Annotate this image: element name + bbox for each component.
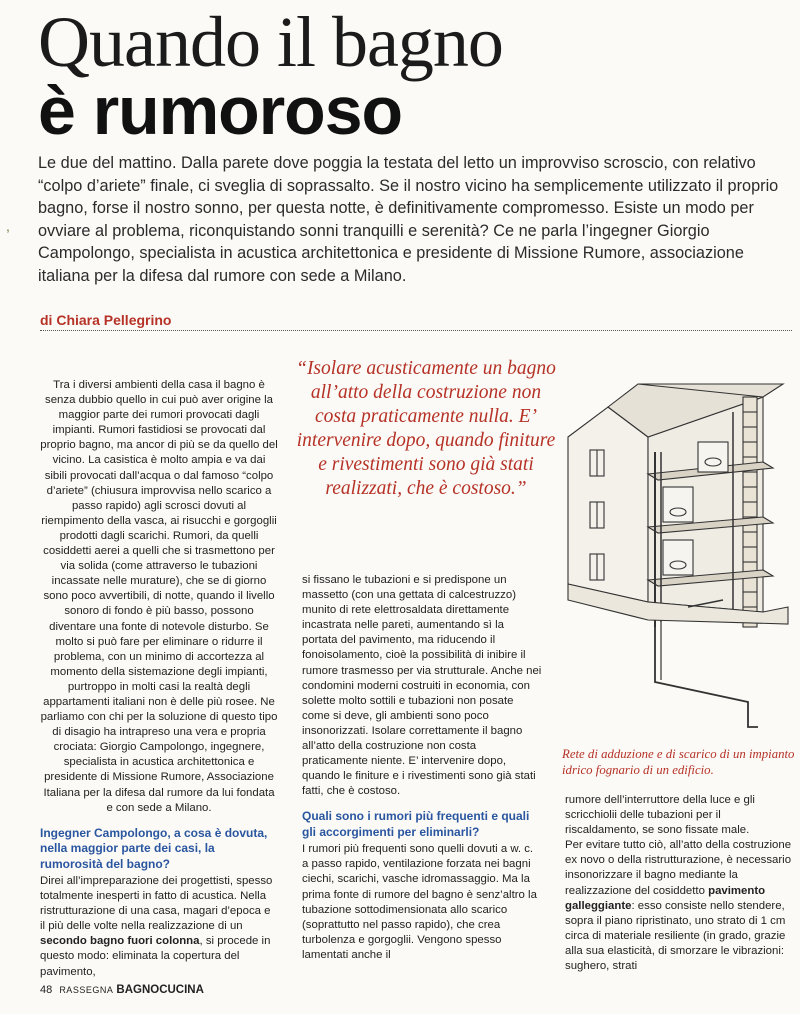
illustration-caption: Rete di adduzione e di scarico di un impianto idrico fognario di un edificio. (562, 747, 795, 777)
interview-answer-2: I rumori più frequenti sono quelli dovuti a w. c. a passo rapido, ventilazione forzata nei bagni ciechi, scarichi, vasche idromassaggio. Ma la prima fonte di rumore del bagno è senz’altro la tubazione sottodimensionata allo scarico (soprattutto nel passo rapido), che crea turbolenza e gorgoglii. Vengono spesso lamentati anche il (302, 843, 537, 961)
column-1-body: Tra i diversi ambienti della casa il bagno è senza dubbio quello in cui può aver origine la maggior parte dei rumori provocati dagli impianti. Rumori fastidiosi se provocati dal proprio bagno, ma ancor di più se da quello del vicino. La casistica è molto ampia e va dai sibili provocati dall’acqua o dal famoso “colpo d’ariete” (chiusura improvvisa nello scarico a passo rapido) agli scrosci dovuti al riempimento della vasca, ai risucchi e gorgoglii prodotti dagli scarichi. Rumori, da quelli cosiddetti aerei a quelli che si trasmettono per via solida (come attraverso le tubazioni incassate nelle murature), che se di giorno sono poco avvertibili, di notte, quando il livello sonoro di fondo è più basso, possono diventare una fonte di notevole disturbo. Se molto si può fare per eliminare o ridurre il problema, con un minimo di accortezza al momento della sistemazione degli impianti, purtroppo in molti casi la realtà degli appartamenti italiani non è delle più rosee. Ne parliamo con chi per la soluzione di questo tipo di disagio ha intrapreso una vera e propria crociata: Giorgio Campolongo, ingegnere, specialista in acustica architettonica e presidente di Missione Rumore, Associazione Italiana per la difesa dal rumore da lui fondata e con sede a Milano. (40, 379, 278, 814)
column-2 (302, 573, 542, 963)
column-3-p2 (565, 838, 795, 974)
interview-question-1: Ingegner Campolongo, a cosa è dovuta, nella maggior parte dei casi, la rumorosità del bagno? (40, 825, 268, 871)
column-1 (40, 378, 278, 980)
column-3-p2-text-a: Per evitare tutto ciò, all’atto della costruzione ex novo o della ristrutturazione, è necessario insonorizzare il bagno mediante la realizzazione del cosiddetto (565, 839, 792, 897)
building-plumbing-illustration (558, 362, 798, 742)
article-lead: Le due del mattino. Dalla parete dove poggia la testata del letto un improvviso scroscio, con relativo “colpo d’ariete” finale, ci sveglia di soprassalto. Se il nostro vicino ha semplicemente utilizzato il proprio bagno, forse il nostro sonno, per questa notte, è definitivamente compromesso. Esiste un modo per ovviare al problema, riconquistando sonni tranquilli e serenità? Ce ne parla l’ingegner Giorgio Campolongo, specialista in acustica architettonica e presidente di Missione Rumore, associazione italiana per la difesa dal rumore con sede a Milano. (38, 154, 779, 285)
page-footer (40, 984, 204, 996)
interview-question-2: Quali sono i rumori più frequenti e quali gli accorgimenti per eliminarli? (302, 809, 530, 839)
margin-mark: , (6, 218, 10, 234)
byline: di Chiara Pellegrino (40, 312, 172, 328)
interview-answer-1 (40, 874, 278, 980)
answer-1-bold: secondo bagno fuori colonna (40, 935, 200, 948)
article-title-line2: è rumoroso (38, 73, 403, 149)
dotted-divider (40, 330, 792, 331)
column-3-p2-bold: pavimento galleggiante (565, 884, 766, 912)
article-title-line1: Quando il bagno (38, 2, 503, 82)
column-3 (565, 793, 795, 974)
answer-1-text-a: Direi all’impreparazione dei progettisti, spesso totalmente inesperti in fatto di acustica. Nella ristrutturazione di una casa, magari d’epoca e il più delle volte nella realizzazione di un (40, 874, 273, 933)
magazine-prefix: RASSEGNA (59, 985, 114, 995)
answer-1-text-b: , si procede in questo modo: eliminata la copertura del pavimento, (40, 935, 271, 978)
magazine-name: BAGNOCUCINA (116, 984, 204, 996)
page-number: 48 (40, 984, 53, 996)
column-2-body: si fissano le tubazioni e si predispone un massetto (con una gettata di calcestruzzo) munito di rete elettrosaldata direttamente incastrata nelle pareti, aumentando sì la portata del pavimento, ma riducendo il fonoisolamento, cioè la possibilità di inibire il rumore trasmesso per via strutturale. Anche nei condomini moderni costruiti in economia, con solette molto sottili e tubazioni non posate come si deve, gli ambienti sono poco insonorizzati. Isolare correttamente il bagno all’atto della costruzione non costa praticamente niente. E’ intervenire dopo, quando le finiture e i rivestimenti sono già stati fatti, che è costoso. (302, 574, 542, 798)
column-3-p2-text-b: : esso consiste nello stendere, sopra il piano ripristinato, uno strato di 1 cm circa di materiale resiliente (in grado, grazie alla sua elasticità, di smorzare le vibrazioni: sughero, strati (565, 899, 786, 973)
column-3-p1: rumore dell’interruttore della luce e gli scricchiolii delle tubazioni per il riscaldamento, se sono fissate male. (565, 794, 755, 837)
pull-quote: “Isolare acusticamente un bagno all’atto della costruzione non costa praticamente nulla. E’ intervenire dopo, quando finiture e rivestimenti sono già stati realizzati, che è costoso.” (296, 358, 556, 499)
